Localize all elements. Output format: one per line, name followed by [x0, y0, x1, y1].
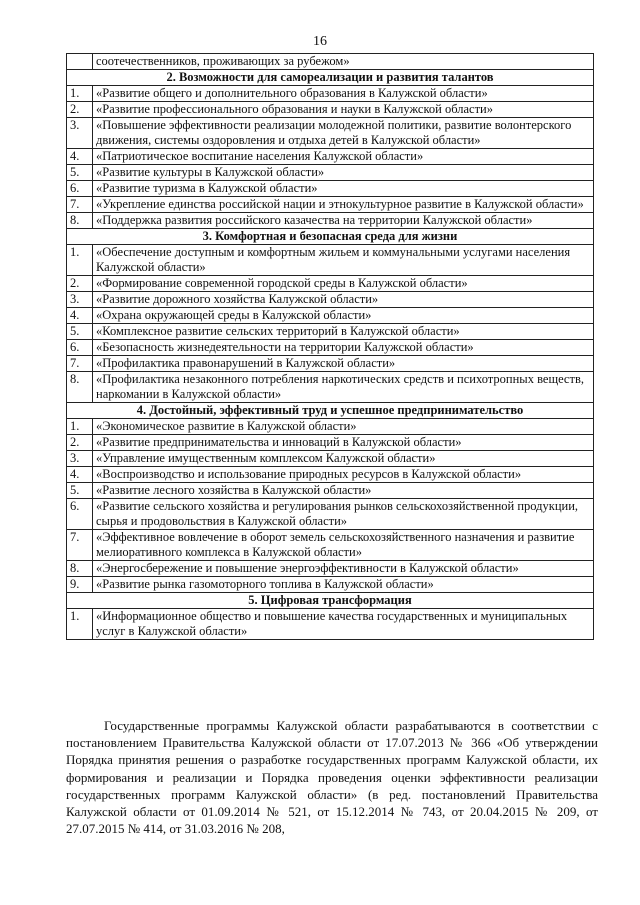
- table-row: [67, 149, 594, 165]
- table-row: [67, 467, 594, 483]
- row-number: 4.: [67, 308, 93, 324]
- table-row: [67, 181, 594, 197]
- table-row: [67, 102, 594, 118]
- program-name: «Повышение эффективности реализации молодежной политики, развитие волонтерского движения, системы оздоровления и отдыха детей в Калужской области»: [93, 118, 594, 149]
- programs-table-body: [67, 54, 594, 640]
- table-row: [67, 308, 594, 324]
- page-number: 16: [313, 34, 327, 49]
- table-row: [67, 197, 594, 213]
- program-name: «Развитие предпринимательства и инноваций в Калужской области»: [93, 435, 594, 451]
- program-name: «Безопасность жизнедеятельности на территории Калужской области»: [93, 340, 594, 356]
- program-name: «Развитие сельского хозяйства и регулирования рынков сельскохозяйственной продукции, сырья и продовольствия в Калужской области»: [93, 499, 594, 530]
- table-row: [67, 276, 594, 292]
- table-row: [67, 118, 594, 149]
- row-number: 6.: [67, 340, 93, 356]
- table-row: [67, 419, 594, 435]
- program-name: «Управление имущественным комплексом Калужской области»: [93, 451, 594, 467]
- table-row: [67, 372, 594, 403]
- table-row: [67, 483, 594, 499]
- table-row: [67, 451, 594, 467]
- section-header-row: [67, 403, 594, 419]
- program-name: «Экономическое развитие в Калужской области»: [93, 419, 594, 435]
- row-number: 2.: [67, 435, 93, 451]
- program-name: «Патриотическое воспитание населения Калужской области»: [93, 149, 594, 165]
- table-row: [67, 340, 594, 356]
- table-row: [67, 213, 594, 229]
- row-number: [67, 54, 93, 70]
- row-number: 9.: [67, 577, 93, 593]
- program-name: «Укрепление единства российской нации и этнокультурное развитие в Калужской области»: [93, 197, 594, 213]
- program-name: «Эффективное вовлечение в оборот земель сельскохозяйственного назначения и развитие мелиоративного комплекса в Калужской области»: [93, 530, 594, 561]
- program-name: «Воспроизводство и использование природных ресурсов в Калужской области»: [93, 467, 594, 483]
- row-number: 8.: [67, 213, 93, 229]
- program-name: «Обеспечение доступным и комфортным жильем и коммунальными услугами населения Калужской области»: [93, 245, 594, 276]
- program-name: «Формирование современной городской среды в Калужской области»: [93, 276, 594, 292]
- programs-table: [66, 53, 594, 640]
- row-number: 6.: [67, 181, 93, 197]
- section-title: 2. Возможности для самореализации и развития талантов: [67, 70, 594, 86]
- row-number: 5.: [67, 324, 93, 340]
- program-name: «Развитие культуры в Калужской области»: [93, 165, 594, 181]
- row-number: 1.: [67, 609, 93, 640]
- table-row: [67, 499, 594, 530]
- row-number: 4.: [67, 467, 93, 483]
- program-name: «Охрана окружающей среды в Калужской области»: [93, 308, 594, 324]
- row-number: 2.: [67, 102, 93, 118]
- table-row: [67, 609, 594, 640]
- program-name: «Комплексное развитие сельских территорий в Калужской области»: [93, 324, 594, 340]
- table-row: [67, 324, 594, 340]
- row-number: 4.: [67, 149, 93, 165]
- program-name: «Развитие дорожного хозяйства Калужской области»: [93, 292, 594, 308]
- row-number: 7.: [67, 356, 93, 372]
- row-number: 1.: [67, 419, 93, 435]
- section-title: 3. Комфортная и безопасная среда для жизни: [67, 229, 594, 245]
- section-title: 4. Достойный, эффективный труд и успешное предпринимательство: [67, 403, 594, 419]
- program-name: «Информационное общество и повышение качества государственных и муниципальных услуг в Калужской области»: [93, 609, 594, 640]
- row-number: 8.: [67, 372, 93, 403]
- section-header-row: [67, 229, 594, 245]
- row-number: 6.: [67, 499, 93, 530]
- section-header-row: [67, 593, 594, 609]
- program-name: «Развитие общего и дополнительного образования в Калужской области»: [93, 86, 594, 102]
- row-number: 3.: [67, 451, 93, 467]
- row-number: 1.: [67, 86, 93, 102]
- program-name: «Развитие профессионального образования и науки в Калужской области»: [93, 102, 594, 118]
- program-name: «Развитие туризма в Калужской области»: [93, 181, 594, 197]
- table-row: [67, 530, 594, 561]
- section-header-row: [67, 70, 594, 86]
- row-number: 8.: [67, 561, 93, 577]
- table-row: [67, 577, 594, 593]
- program-name: соотечественников, проживающих за рубежом»: [93, 54, 594, 70]
- row-number: 5.: [67, 483, 93, 499]
- program-name: «Развитие рынка газомоторного топлива в Калужской области»: [93, 577, 594, 593]
- program-name: «Развитие лесного хозяйства в Калужской области»: [93, 483, 594, 499]
- section-title: 5. Цифровая трансформация: [67, 593, 594, 609]
- table-row: [67, 54, 594, 70]
- program-name: «Энергосбережение и повышение энергоэффективности в Калужской области»: [93, 561, 594, 577]
- row-number: 3.: [67, 292, 93, 308]
- table-row: [67, 165, 594, 181]
- table-row: [67, 356, 594, 372]
- row-number: 5.: [67, 165, 93, 181]
- row-number: 3.: [67, 118, 93, 149]
- table-row: [67, 435, 594, 451]
- program-name: «Поддержка развития российского казачества на территории Калужской области»: [93, 213, 594, 229]
- row-number: 7.: [67, 530, 93, 561]
- table-row: [67, 561, 594, 577]
- table-row: [67, 292, 594, 308]
- row-number: 1.: [67, 245, 93, 276]
- row-number: 7.: [67, 197, 93, 213]
- body-paragraph: Государственные программы Калужской области разрабатываются в соответствии с постановлением Правительства Калужской области от 17.07.2013 № 366 «Об утверждении Порядка принятия решения о разработке государственных программ Калужской области, их формирования и реализации и Порядка проведения оценки эффективности реализации государственных программ Калужской области» (в ред. постановлений Правительства Калужской области от 01.09.2014 № 521, от 15.12.2014 № 743, от 20.04.2015 № 209, от 27.07.2015 № 414, от 31.03.2016 № 208,: [66, 718, 598, 837]
- table-row: [67, 86, 594, 102]
- program-name: «Профилактика незаконного потребления наркотических средств и психотропных веществ, наркомании в Калужской области»: [93, 372, 594, 403]
- table-row: [67, 245, 594, 276]
- row-number: 2.: [67, 276, 93, 292]
- program-name: «Профилактика правонарушений в Калужской области»: [93, 356, 594, 372]
